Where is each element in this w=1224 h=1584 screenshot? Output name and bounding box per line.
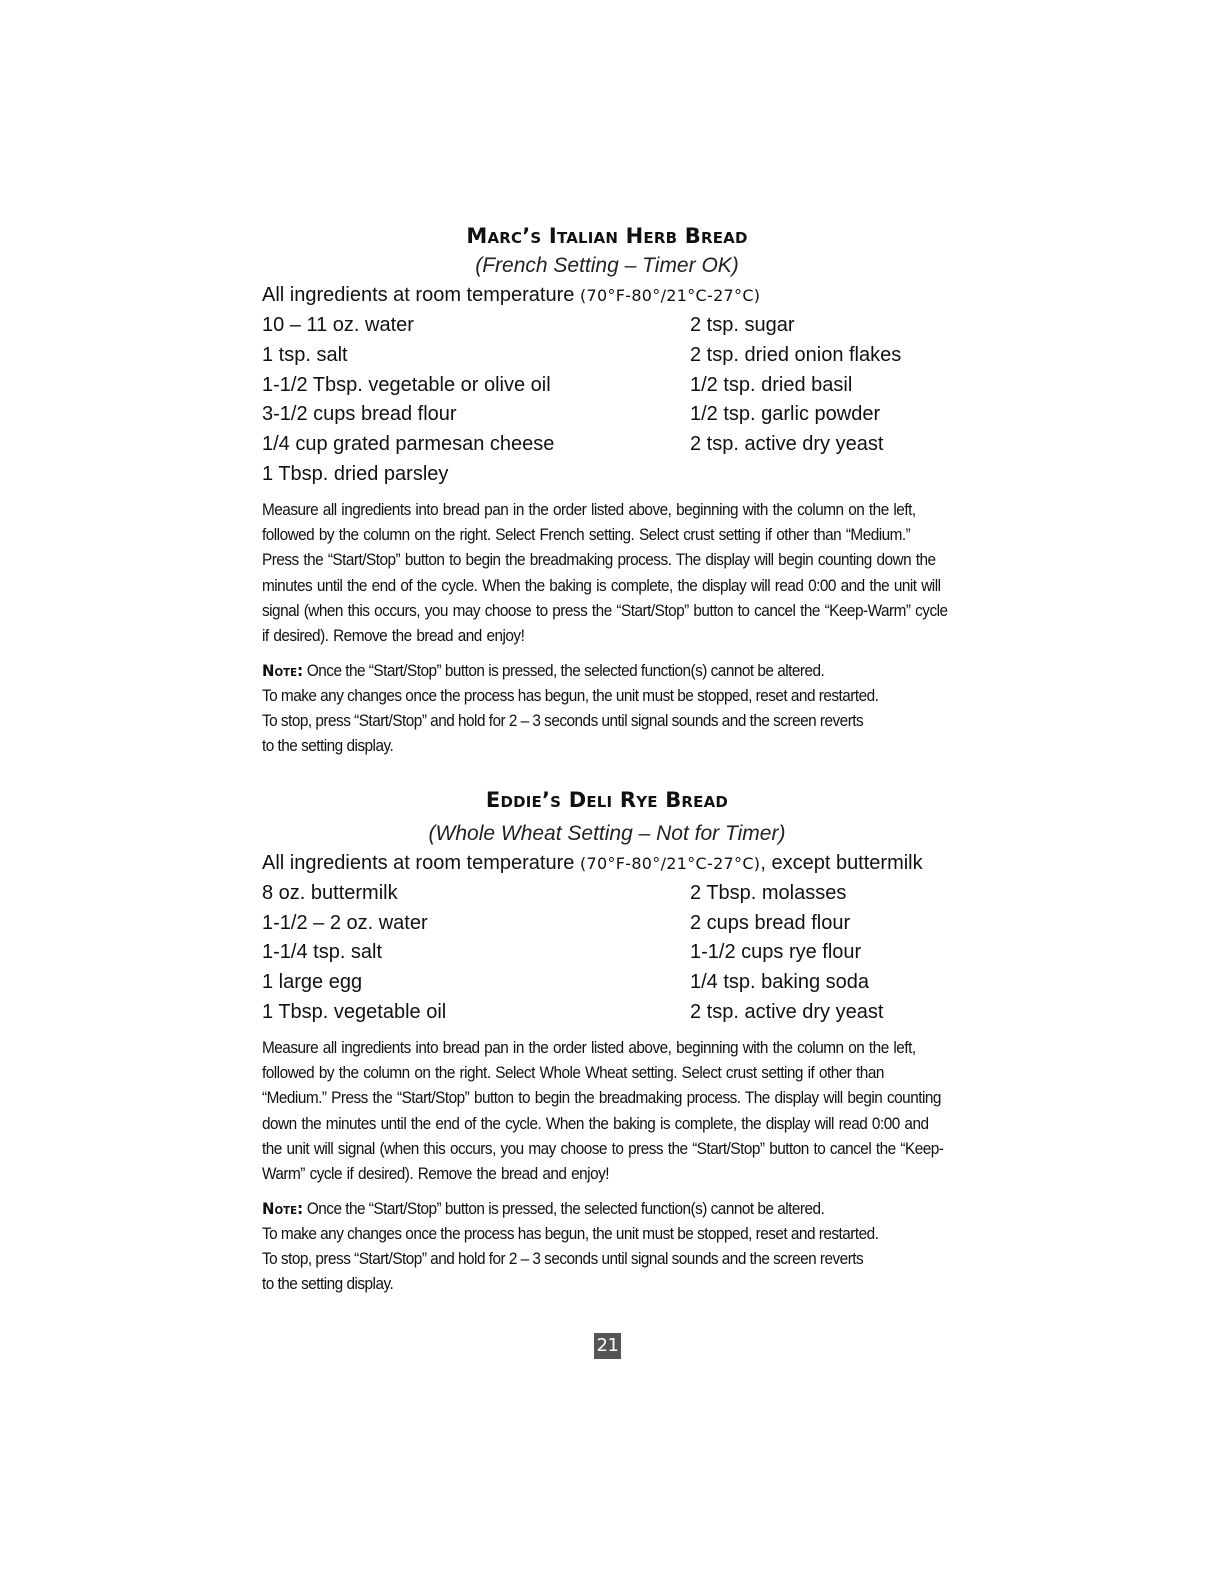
- ingredient-item: 2 tsp. sugar: [690, 314, 795, 336]
- note-line: To make any changes once the process has begun, the unit must be stopped, reset and restarted.: [262, 1224, 879, 1243]
- ingredient-column-left: [262, 311, 690, 490]
- note-text: Once the “Start/Stop” button is pressed, the selected function(s) cannot be altered.: [306, 661, 825, 680]
- recipe-subtitle: (Whole Wheat Setting – Not for Timer): [428, 821, 786, 845]
- ingredient-item: 1-1/2 cups rye flour: [690, 941, 862, 964]
- page-number: 21: [594, 1333, 621, 1359]
- ingredient-item: 1 Tbsp. dried parsley: [262, 462, 449, 485]
- intro-temperature: (70°F-80°/21°C-27°C): [579, 286, 761, 305]
- ingredient-item: 1-1/2 Tbsp. vegetable or olive oil: [262, 373, 551, 396]
- note-line: [262, 1196, 950, 1222]
- ingredient-column-right: [690, 879, 952, 1028]
- ingredient-item: 1 large egg: [262, 971, 363, 994]
- ingredient-item: 3-1/2 cups bread flour: [262, 403, 457, 426]
- note-line: To stop, press “Start/Stop” and hold for 2 – 3 seconds until signal sounds and the screen reverts: [262, 1250, 864, 1269]
- ingredient-item: 1/4 cup grated parmesan cheese: [262, 433, 555, 456]
- recipe-deli-rye-bread: [262, 784, 952, 1298]
- ingredient-item: 2 cups bread flour: [690, 911, 851, 934]
- recipe-instructions: Measure all ingredients into bread pan in the order listed above, beginning with the column on the left, followed by the column on the right. Select Whole Wheat setting. Select crust setting if other than “Medium.” Press the “Start/Stop” button to begin the breadmaking process. The display will begin counting down the minutes until the end of the cycle. When the baking is complete, the display will read 0:00 and the unit will signal (when this occurs, you may choose to press the “Start/Stop” button to cancel the “Keep-Warm” cycle if desired). Remove the bread and enjoy!: [262, 1038, 944, 1184]
- ingredient-item: 1/2 tsp. garlic powder: [690, 403, 881, 426]
- ingredient-item: 2 tsp. dried onion flakes: [690, 343, 902, 366]
- note-label: Note:: [262, 660, 304, 680]
- intro-text: All ingredients at room temperature: [262, 851, 580, 874]
- intro-temperature: (70°F-80°/21°C-27°C): [579, 853, 761, 873]
- note-text: Once the “Start/Stop” button is pressed, the selected function(s) cannot be altered.: [306, 1199, 825, 1218]
- intro-text: All ingredients at room temperature: [262, 284, 580, 306]
- ingredient-item: 1-1/4 tsp. salt: [262, 941, 383, 964]
- ingredient-item: 10 – 11 oz. water: [262, 314, 414, 336]
- ingredient-column-right: [690, 311, 952, 490]
- ingredient-column-left: [262, 879, 690, 1028]
- recipe-italian-herb-bread: [262, 220, 952, 760]
- note-label: Note:: [262, 1198, 304, 1218]
- note-line: To stop, press “Start/Stop” and hold for 2 – 3 seconds until signal sounds and the screen reverts: [262, 712, 864, 731]
- intro-suffix: , except buttermilk: [760, 851, 923, 874]
- ingredients-intro: [262, 280, 952, 311]
- ingredient-item: 2 tsp. active dry yeast: [690, 1000, 884, 1023]
- note-line: to the setting display.: [262, 1275, 394, 1294]
- recipe-page: [262, 220, 952, 1298]
- ingredient-item: 2 Tbsp. molasses: [690, 881, 847, 904]
- recipe-note: [262, 1196, 950, 1298]
- recipe-title: Eddie’s Deli Rye Bread: [485, 787, 729, 812]
- ingredient-item: 2 tsp. active dry yeast: [690, 433, 884, 456]
- ingredients-intro: [262, 848, 952, 879]
- ingredient-item: 1/4 tsp. baking soda: [690, 971, 870, 994]
- recipe-note: [262, 658, 950, 760]
- note-line: to the setting display.: [262, 737, 394, 756]
- recipe-title: Marc’s Italian Herb Bread: [466, 224, 748, 248]
- ingredient-list: [262, 311, 952, 490]
- ingredient-item: 1/2 tsp. dried basil: [690, 373, 853, 396]
- recipe-subtitle: (French Setting – Timer OK): [475, 254, 739, 277]
- ingredient-item: 8 oz. buttermilk: [262, 881, 398, 904]
- ingredient-item: 1 tsp. salt: [262, 343, 348, 366]
- ingredient-item: 1 Tbsp. vegetable oil: [262, 1000, 447, 1023]
- ingredient-item: 1-1/2 – 2 oz. water: [262, 911, 428, 934]
- note-line: To make any changes once the process has begun, the unit must be stopped, reset and restarted.: [262, 686, 879, 705]
- ingredient-list: [262, 879, 952, 1028]
- note-line: [262, 658, 950, 684]
- recipe-instructions: Measure all ingredients into bread pan in the order listed above, beginning with the column on the left, followed by the column on the right. Select French setting. Select crust setting if other than “Medium.” Press the “Start/Stop” button to begin the breadmaking process. The display will begin counting down the minutes until the end of the cycle. When the baking is complete, the display will read 0:00 and the unit will signal (when this occurs, you may choose to press the “Start/Stop” button to cancel the “Keep-Warm” cycle if desired). Remove the bread and enjoy!: [262, 500, 948, 646]
